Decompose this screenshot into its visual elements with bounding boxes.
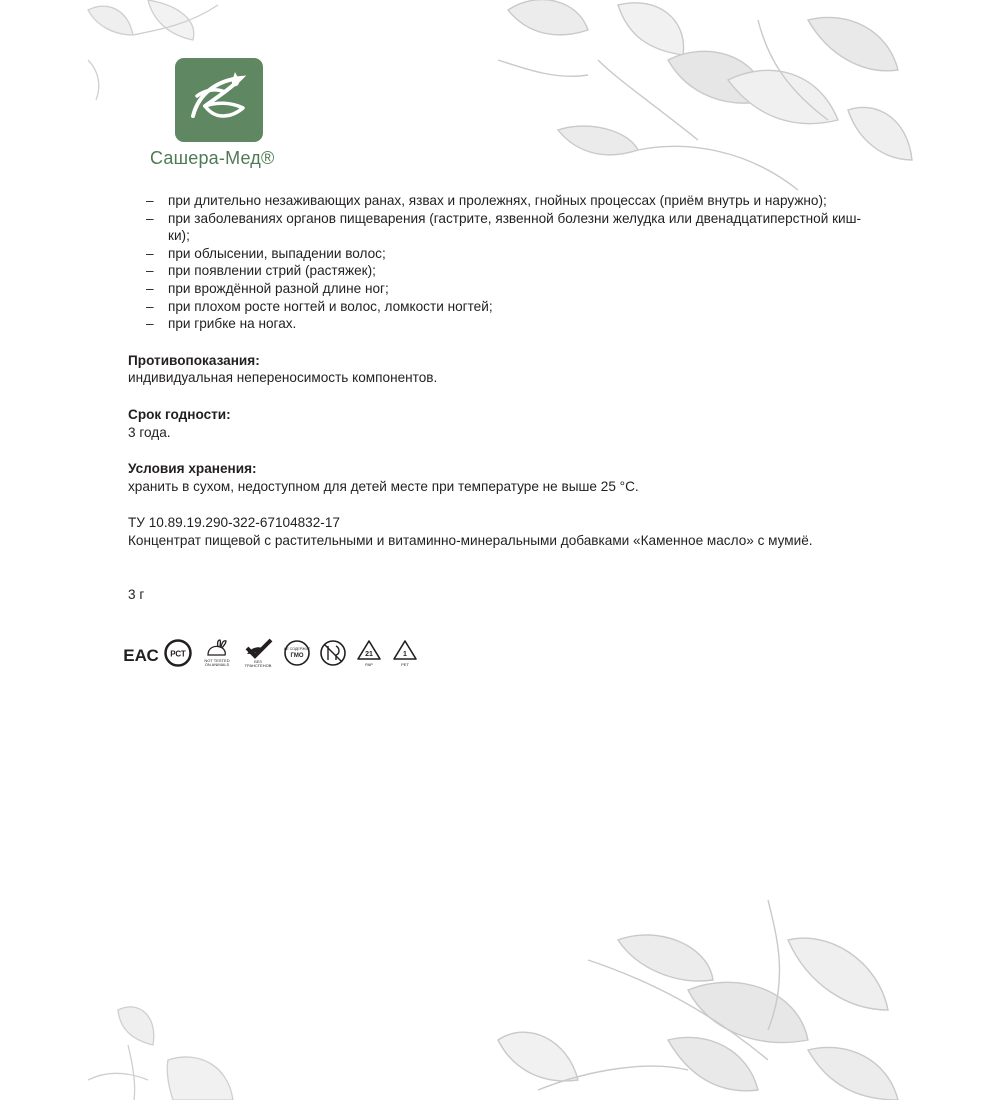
svg-text:ЕАС: ЕАС [123, 646, 159, 665]
no-gmo-icon [283, 639, 311, 667]
rst-mark-icon [163, 638, 193, 668]
svg-text:НЕ СОДЕРЖИТ: НЕ СОДЕРЖИТ [283, 647, 311, 651]
contraindications-text: индивидуальная непереносимость компонентов. [128, 370, 438, 386]
svg-text:21: 21 [365, 651, 373, 658]
list-item: – при врождённой разной длине ног; [146, 280, 389, 296]
list-item: – при заболеваниях органов пищеварения (гастрите, язвенной болезни желудка или двенадцатиперстной киш- ки); [146, 210, 862, 244]
recycle-pet-1-icon [391, 638, 419, 668]
not-food-contact-icon [319, 639, 347, 667]
recycle-pap-21-icon [355, 638, 383, 668]
floral-decoration-bottom [388, 900, 912, 1100]
brand-name: Сашера-Мед® [150, 148, 275, 168]
list-item: – при появлении стрий (растяжек); [146, 263, 376, 279]
list-item: – при длительно незаживающих ранах, язвах и пролежнях, гнойных процессах (приём внутрь и наружно); [146, 193, 827, 208]
svg-text:PET: PET [401, 662, 409, 667]
svg-text:1: 1 [403, 651, 407, 658]
list-item: – при грибке на ногах. [146, 316, 297, 332]
storage-title: Условия хранения: [128, 461, 257, 477]
shelf-life-title: Срок годности: [128, 406, 231, 422]
contraindications-section [128, 352, 873, 387]
svg-text:PAP: PAP [365, 662, 373, 667]
floral-decoration-bottom-left [88, 1000, 348, 1100]
leaf-drop-icon [175, 58, 263, 142]
list-item: – при плохом росте ногтей и волос, ломкости ногтей; [146, 298, 493, 314]
eac-mark-icon [123, 641, 159, 665]
contraindications-title: Противопоказания: [128, 352, 260, 368]
not-tested-on-animals-icon: NOT TESTED ON ANIMALS [201, 639, 233, 667]
tu-code: ТУ 10.89.19.290-322-67104832-17 [128, 515, 340, 531]
list-item: – при облысении, выпадении волос; [146, 245, 386, 261]
net-weight: 3 г [128, 586, 145, 602]
product-description [128, 192, 873, 603]
certification-marks [123, 636, 419, 670]
svg-text:РСТ: РСТ [170, 649, 186, 659]
shelf-life-section [128, 406, 873, 441]
storage-section [128, 460, 873, 495]
svg-text:ГМО: ГМО [290, 653, 304, 659]
floral-decoration-top [468, 0, 912, 200]
brand-logo [175, 58, 263, 142]
indications-list [128, 192, 873, 333]
shelf-life-text: 3 года. [128, 424, 171, 440]
tu-section [128, 514, 873, 549]
tu-description: Концентрат пищевой с растительными и витаминно-минеральными добавками «Каменное масло» с мумиё. [128, 532, 813, 548]
storage-text: хранить в сухом, недоступном для детей месте при температуре не выше 25 °С. [128, 478, 639, 494]
no-transgenes-icon: БЕЗ ТРАНСГЕНОВ [241, 638, 275, 668]
